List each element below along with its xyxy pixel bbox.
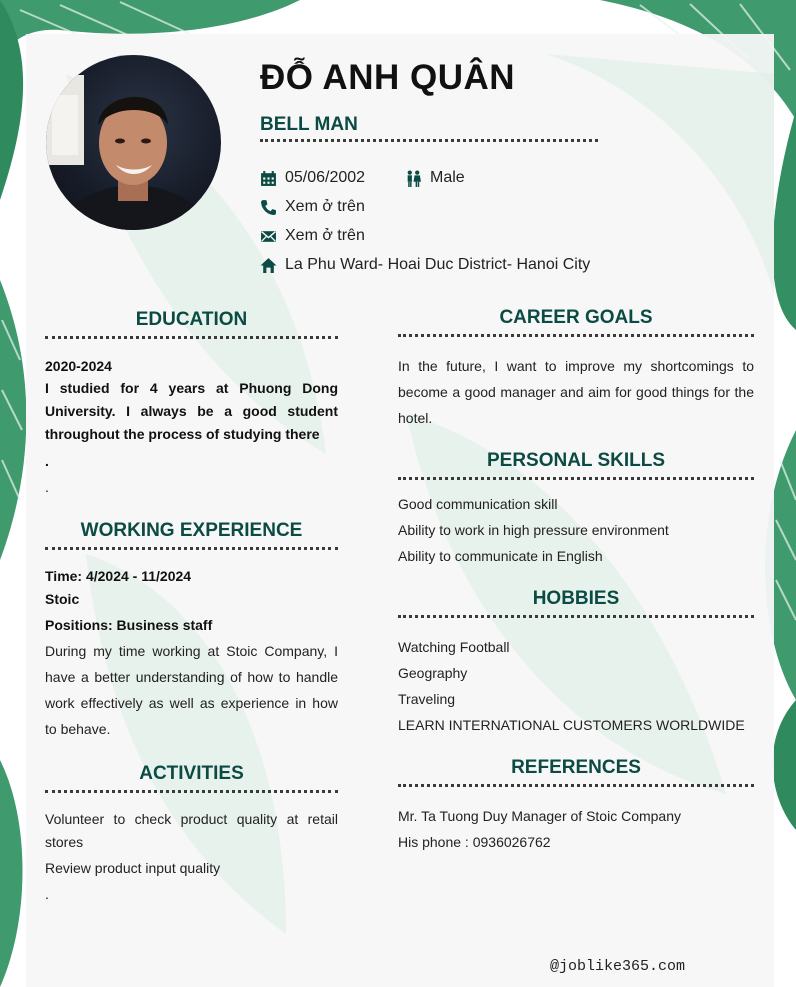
footer-watermark: @joblike365.com bbox=[550, 958, 686, 975]
gender-row bbox=[405, 169, 465, 187]
activity-item: Review product input quality bbox=[45, 860, 221, 876]
avatar bbox=[46, 55, 221, 230]
skills-title: PERSONAL SKILLS bbox=[486, 450, 666, 471]
activity-item: Volunteer to check product quality at retail stores bbox=[45, 811, 338, 850]
candidate-name: ĐỖ ANH QUÂN bbox=[260, 58, 516, 97]
avatar-portrait bbox=[46, 55, 221, 230]
experience-positions: Positions: Business staff bbox=[45, 617, 213, 633]
phone: Xem ở trên bbox=[285, 198, 365, 215]
address: La Phu Ward- Hoai Duc District- Hanoi City bbox=[285, 256, 591, 273]
education-title: EDUCATION bbox=[135, 309, 248, 330]
email-row bbox=[260, 227, 365, 245]
experience-time: Time: 4/2024 - 11/2024 bbox=[45, 568, 192, 584]
hobbies-divider bbox=[398, 615, 754, 618]
education-description: I studied for 4 years at Phuong Dong University. I always be a good student throughout the process of studying there bbox=[45, 380, 338, 442]
address-row bbox=[260, 256, 590, 274]
hobby-item: Watching Football bbox=[398, 639, 510, 655]
envelope-icon bbox=[260, 228, 277, 245]
activities-divider bbox=[45, 790, 338, 793]
experience-description: During my time working at Stoic Company, I have a better understanding of how to handle work effectively as well as experience in how to behave. bbox=[45, 643, 338, 737]
job-position: BELL MAN bbox=[260, 114, 358, 135]
education-divider bbox=[45, 336, 338, 339]
header-divider bbox=[260, 139, 598, 142]
gender: Male bbox=[430, 169, 465, 186]
career-goals-text: In the future, I want to improve my shortcomings to become a good manager and aim for good things for the hotel. bbox=[398, 358, 754, 426]
gender-icon bbox=[405, 170, 422, 187]
references-divider bbox=[398, 784, 754, 787]
references-title: REFERENCES bbox=[511, 757, 641, 778]
phone-icon bbox=[260, 199, 277, 216]
skill-item: Good communication skill bbox=[398, 496, 558, 512]
career-goals-divider bbox=[398, 334, 754, 337]
hobby-item: Traveling bbox=[398, 691, 456, 707]
skill-item: Ability to work in high pressure environment bbox=[398, 522, 669, 538]
career-goals-title: CAREER GOALS bbox=[499, 307, 653, 328]
experience-title: WORKING EXPERIENCE bbox=[80, 520, 303, 541]
skill-item: Ability to communicate in English bbox=[398, 548, 603, 564]
birthdate-row bbox=[260, 169, 365, 187]
education-line-1: . bbox=[45, 453, 49, 469]
hobby-item: Geography bbox=[398, 665, 468, 681]
experience-divider bbox=[45, 547, 338, 550]
phone-row bbox=[260, 198, 365, 216]
hobby-item: LEARN INTERNATIONAL CUSTOMERS WORLDWIDE bbox=[398, 717, 745, 733]
activities-title: ACTIVITIES bbox=[139, 763, 244, 784]
activity-item: . bbox=[45, 886, 49, 902]
education-line-2: . bbox=[45, 479, 49, 495]
calendar-icon bbox=[260, 170, 277, 187]
birthdate: 05/06/2002 bbox=[285, 169, 366, 186]
email: Xem ở trên bbox=[285, 227, 365, 244]
skills-divider bbox=[398, 477, 754, 480]
hobbies-title: HOBBIES bbox=[532, 588, 620, 609]
experience-company: Stoic bbox=[45, 591, 80, 607]
education-period: 2020-2024 bbox=[45, 358, 112, 374]
reference-item: His phone : 0936026762 bbox=[398, 834, 551, 850]
reference-item: Mr. Ta Tuong Duy Manager of Stoic Company bbox=[398, 808, 681, 824]
home-icon bbox=[260, 257, 277, 274]
